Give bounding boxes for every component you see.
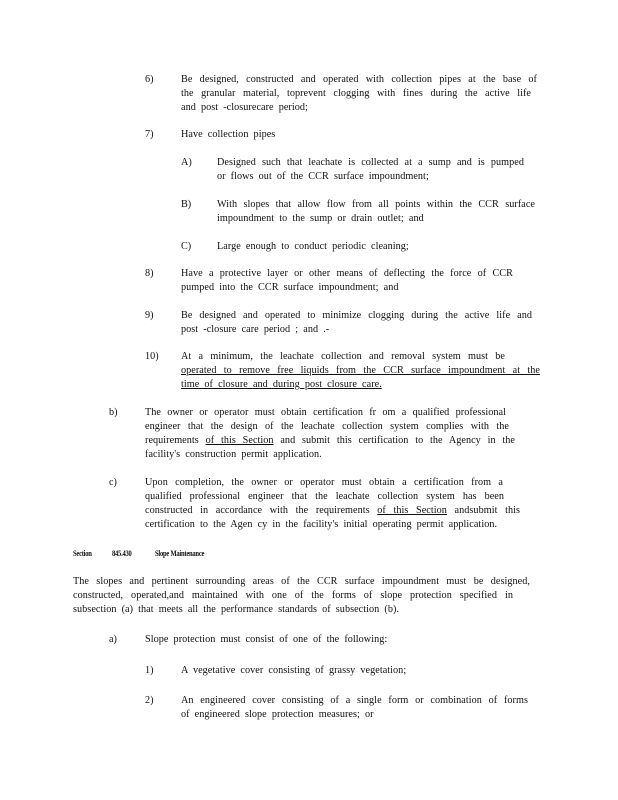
para-a-line-1: Slope protection must consist of one of the following: — [145, 634, 388, 645]
item-a2-label: 2) — [145, 695, 154, 706]
section-number: 845.430 — [111, 549, 132, 558]
item-7a-label: A) — [181, 157, 192, 168]
section-heading — [73, 548, 204, 560]
para-b-line-3b: and submit this certification to the Agency in the — [273, 435, 515, 446]
item-7b-label: B) — [181, 199, 192, 210]
item-7-line-1: Have collection pipes — [181, 129, 276, 140]
para-b-line-2: engineer that the design of the leachate collection system complies with the — [145, 421, 509, 432]
para-c-label: c) — [109, 477, 117, 488]
para-c-line-1: Upon completion, the owner or operator must obtain a certification from a — [145, 477, 503, 488]
item-7c-label: C) — [181, 241, 192, 252]
item-8-line-1: Have a protective layer or other means of deflecting the force of CCR — [181, 268, 513, 279]
para-c-line-3a: constructed in accordance with the requirements — [145, 505, 378, 516]
item-a1-label: 1) — [145, 665, 154, 676]
para-b-line-3-underline: of this Section — [205, 435, 274, 446]
para-b-line-3a: requirements — [145, 435, 206, 446]
item-7c-line-1: Large enough to conduct periodic cleaning; — [217, 241, 409, 252]
item-7a-line-2: or flows out of the CCR surface impoundment; — [217, 171, 429, 182]
item-6-line-3: and post -closurecare period; — [181, 102, 308, 113]
item-10-line-2: operated to remove free liquids from the CCR surface impoundment at the — [181, 365, 540, 376]
para-a-label: a) — [109, 634, 117, 645]
item-9-line-1: Be designed and operated to minimize clogging during the active life and — [181, 310, 532, 321]
item-7a-line-1: Designed such that leachate is collected at a sump and is pumped — [217, 157, 524, 168]
item-9-label: 9) — [145, 310, 154, 321]
item-10-line-1: At a minimum, the leachate collection and removal system must be — [181, 351, 505, 362]
item-7b-line-2: impoundment to the sump or drain outlet; and — [217, 213, 424, 224]
intro-line-3: subsection (a) that meets all the performance standards of subsection (b). — [73, 604, 400, 615]
item-7b-line-1: With slopes that allow flow from all points within the CCR surface — [217, 199, 535, 210]
para-b-line-1: The owner or operator must obtain certification fr om a qualified professional — [145, 407, 506, 418]
para-c-line-3b: andsubmit this — [446, 505, 520, 516]
item-a1-line-1: A vegetative cover consisting of grassy vegetation; — [181, 665, 407, 676]
section-label: Section — [73, 549, 92, 558]
item-10-label: 10) — [145, 351, 159, 362]
para-c-line-4: certification to the Agen cy in the facility's initial operating permit application. — [145, 519, 498, 530]
para-c-line-2: qualified professional engineer that the leachate collection system has been — [145, 491, 504, 502]
intro-line-1: The slopes and pertinent surrounding areas of the CCR surface impoundment must be designed, — [73, 576, 530, 587]
item-7-label: 7) — [145, 129, 154, 140]
item-6-line-1: Be designed, constructed and operated with collection pipes at the base of — [181, 74, 537, 85]
item-a2-line-1: An engineered cover consisting of a single form or combination of forms — [181, 695, 528, 706]
item-8-label: 8) — [145, 268, 154, 279]
item-6-label: 6) — [145, 74, 154, 85]
para-b-label: b) — [109, 407, 118, 418]
para-b-line-4: facility's construction permit application. — [145, 449, 322, 460]
item-8-line-2: pumped into the CCR surface impoundment; and — [181, 282, 399, 293]
item-6-line-2: the granular material, toprevent clogging with fines during the active life — [181, 88, 531, 99]
intro-line-2: constructed, operated,and maintained with one of the forms of slope protection specified in — [73, 590, 513, 601]
item-a2-line-2: of engineered slope protection measures; or — [181, 709, 374, 720]
para-b-line-3 — [145, 434, 515, 448]
section-title: Slope Maintenance — [154, 549, 205, 558]
item-10-line-3: time of closure and during post closure care. — [181, 379, 382, 390]
para-c-line-3 — [145, 504, 520, 518]
para-c-line-3-underline: of this Section — [377, 505, 447, 516]
item-9-line-2: post -closure care period ; and .- — [181, 324, 330, 335]
